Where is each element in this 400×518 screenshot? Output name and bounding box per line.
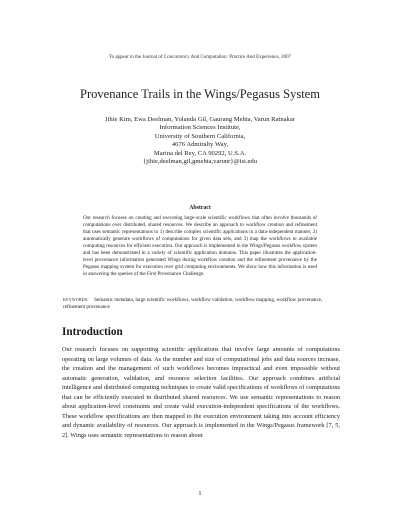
section-heading-introduction: Introduction: [62, 326, 123, 338]
page-number: 1: [198, 490, 202, 497]
affiliation-line: Information Sciences Institute,: [159, 124, 241, 132]
affiliation-line: 4676 Admiralty Way,: [171, 141, 229, 149]
keywords-text: Semantic metadata, large scientific workflows, workflow validation, workflow mapping, workflow provenance, refinement provenance: [63, 297, 323, 310]
keywords-label: keywords:: [63, 297, 89, 303]
author-names: Jihie Kim, Ewa Deelman, Yolanda Gil, Gaurang Mehta, Varun Ratnakar: [105, 116, 295, 123]
affiliation-line: Marina del Rey, CA 90292, U.S.A.: [153, 149, 247, 157]
abstract-text: Our research focuses on creating and executing large-scale scientific workflows that often involve thousands of computations over distributed, shared resources. We describe an approach to workflow creation and refinement that uses semantic representations to 1) describe complex scientific applications in a data-independent manner, 2) automatically generate workflows of computations for given data sets, and 3) map the workflows to available computing resources for efficient execution. Our approach is implemented in the Wings/Pegasus workflow system and has been demonstrated in a variety of scientific application domains. This paper illustrates the application-level provenance information generated Wings during workflow creation and the refinement provenance by the Pegasus mapping system for execution over grid computing environments. We show how this information is used in answering the queries of the First Provenance Challenge.: [83, 215, 317, 277]
introduction-text: Our research focuses on supporting scientific applications that involve large amounts of computations operating on large volumes of data. As the number and size of computational jobs and data sources increase, the creation and the management of such workflows becomes impractical and even impossible without automatic generation, validation, and resource selection facilities. Our approach combines artificial intelligence and distributed computing techniques to create valid specifications of workflows of computations that can be efficiently executed in distributed shared resources. We use semantic representations to reason about application-level constraints and create valid execution-independent specifications of the workflows. These workflow specifications are then mapped to the execution environment taking into account efficiency and dynamic availability of resources. Our approach is implemented in the Wings/Pegasus framework [7, 5, 2]. Wings uses semantic representations to reason about: [62, 346, 340, 439]
author-block: [0, 116, 400, 166]
journal-notice: To appear in the Journal of Concurrency And Computation: Practice And Experience, 2007: [108, 55, 292, 60]
author-emails: {jihie,deelman,gil,gmehta,varunr}@isi.edu: [142, 158, 258, 166]
affiliation-line: University of Southern California,: [154, 132, 246, 140]
abstract-heading: Abstract: [189, 205, 211, 211]
paper-title: Provenance Trails in the Wings/Pegasus System: [80, 87, 320, 101]
keywords: [63, 297, 339, 311]
